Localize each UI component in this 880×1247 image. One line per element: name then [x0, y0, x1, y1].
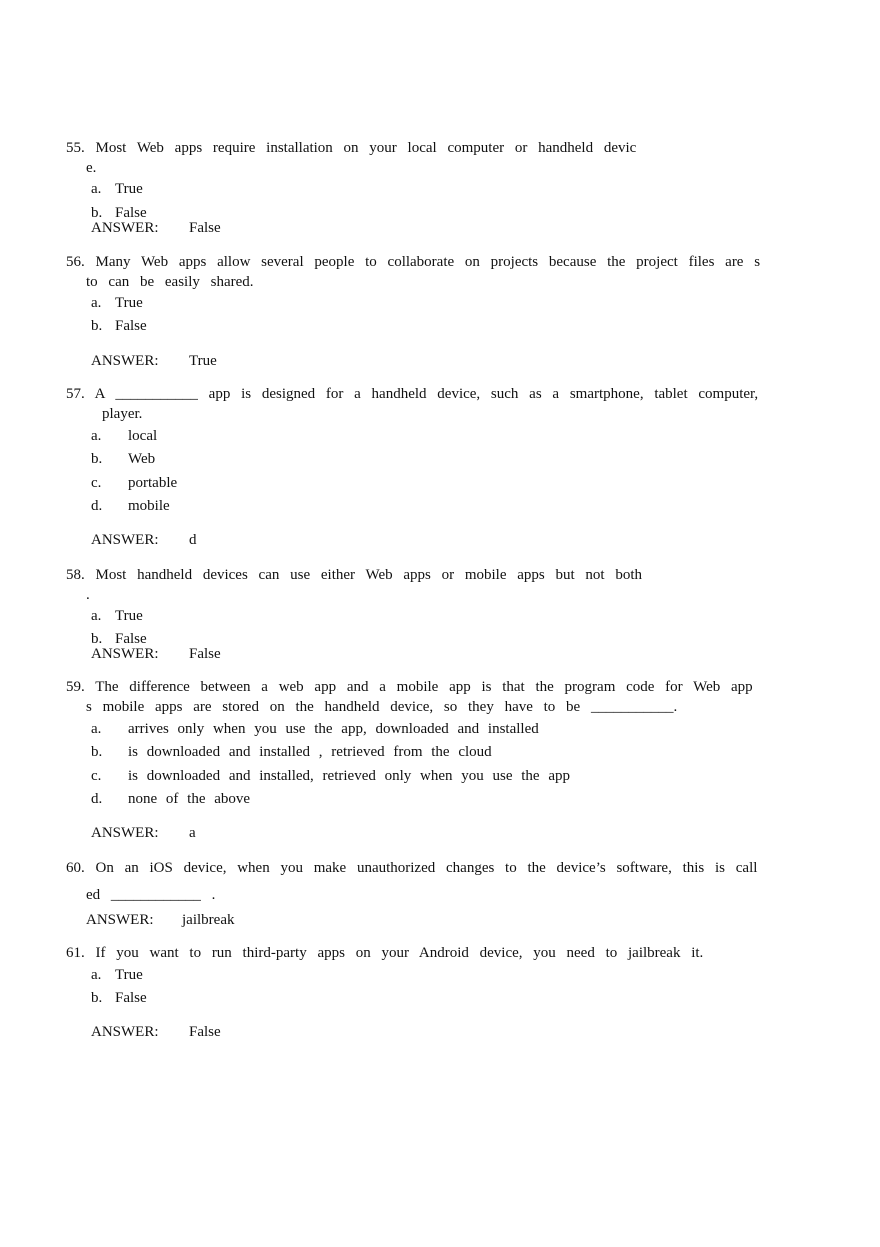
option-a: a. True: [91, 608, 143, 624]
question-text-continued: to can be easily shared.: [86, 274, 254, 290]
question-text-continued: s mobile apps are stored on the handheld device, so they have to be ___________.: [86, 699, 678, 715]
option-d: d. mobile: [91, 498, 170, 514]
answer-line: ANSWER: False: [91, 1024, 221, 1040]
question-text: 55. Most Web apps require installation on your local computer or handheld devic: [66, 140, 637, 156]
option-c: c. is downloaded and installed, retrieved only when you use the app: [91, 768, 570, 784]
question-text: 58. Most handheld devices can use either Web apps or mobile apps but not both: [66, 567, 643, 583]
question-text: 56. Many Web apps allow several people to collaborate on projects because the project files are s: [66, 254, 761, 270]
option-a: a. arrives only when you use the app, downloaded and installed: [91, 721, 539, 737]
option-c: c. portable: [91, 475, 178, 491]
option-b: b. Web: [91, 451, 156, 467]
answer-value: jailbreak: [182, 912, 235, 928]
option-a: a. True: [91, 295, 143, 311]
answer-line: ANSWER: False: [91, 646, 221, 662]
option-a: a. True: [91, 967, 143, 983]
answer-value: a: [189, 825, 196, 841]
option-b: b. False: [91, 990, 147, 1006]
question-text-continued: .: [86, 587, 90, 603]
answer-value: False: [189, 1024, 221, 1040]
answer-value: d: [189, 532, 197, 548]
answer-line: ANSWER: False: [91, 220, 221, 236]
answer-line: ANSWER: d: [91, 532, 197, 548]
option-b: b. False: [91, 205, 147, 221]
option-b: b. False: [91, 318, 147, 334]
option-b: b. False: [91, 631, 147, 647]
answer-value: False: [189, 646, 221, 662]
option-b: b. is downloaded and installed , retrieved from the cloud: [91, 744, 492, 760]
question-text: 60. On an iOS device, when you make unauthorized changes to the device’s software, this is call: [66, 860, 758, 876]
answer-value: True: [189, 353, 217, 369]
question-text-continued: ed ____________ .: [86, 887, 216, 903]
answer-line: ANSWER: a: [91, 825, 196, 841]
answer-line: ANSWER: True: [91, 353, 217, 369]
question-text: 61. If you want to run third-party apps on your Android device, you need to jailbreak it.: [66, 945, 704, 961]
answer-line: ANSWER: jailbreak: [86, 912, 235, 928]
answer-value: False: [189, 220, 221, 236]
option-a: a. local: [91, 428, 158, 444]
question-text-continued: player.: [102, 406, 143, 422]
question-text: 59. The difference between a web app and a mobile app is that the program code for Web app: [66, 679, 753, 695]
option-d: d. none of the above: [91, 791, 251, 807]
question-text: 57. A ___________ app is designed for a handheld device, such as a smartphone, tablet computer,: [66, 386, 759, 402]
question-text-continued: e.: [86, 160, 97, 176]
option-a: a. True: [91, 181, 143, 197]
